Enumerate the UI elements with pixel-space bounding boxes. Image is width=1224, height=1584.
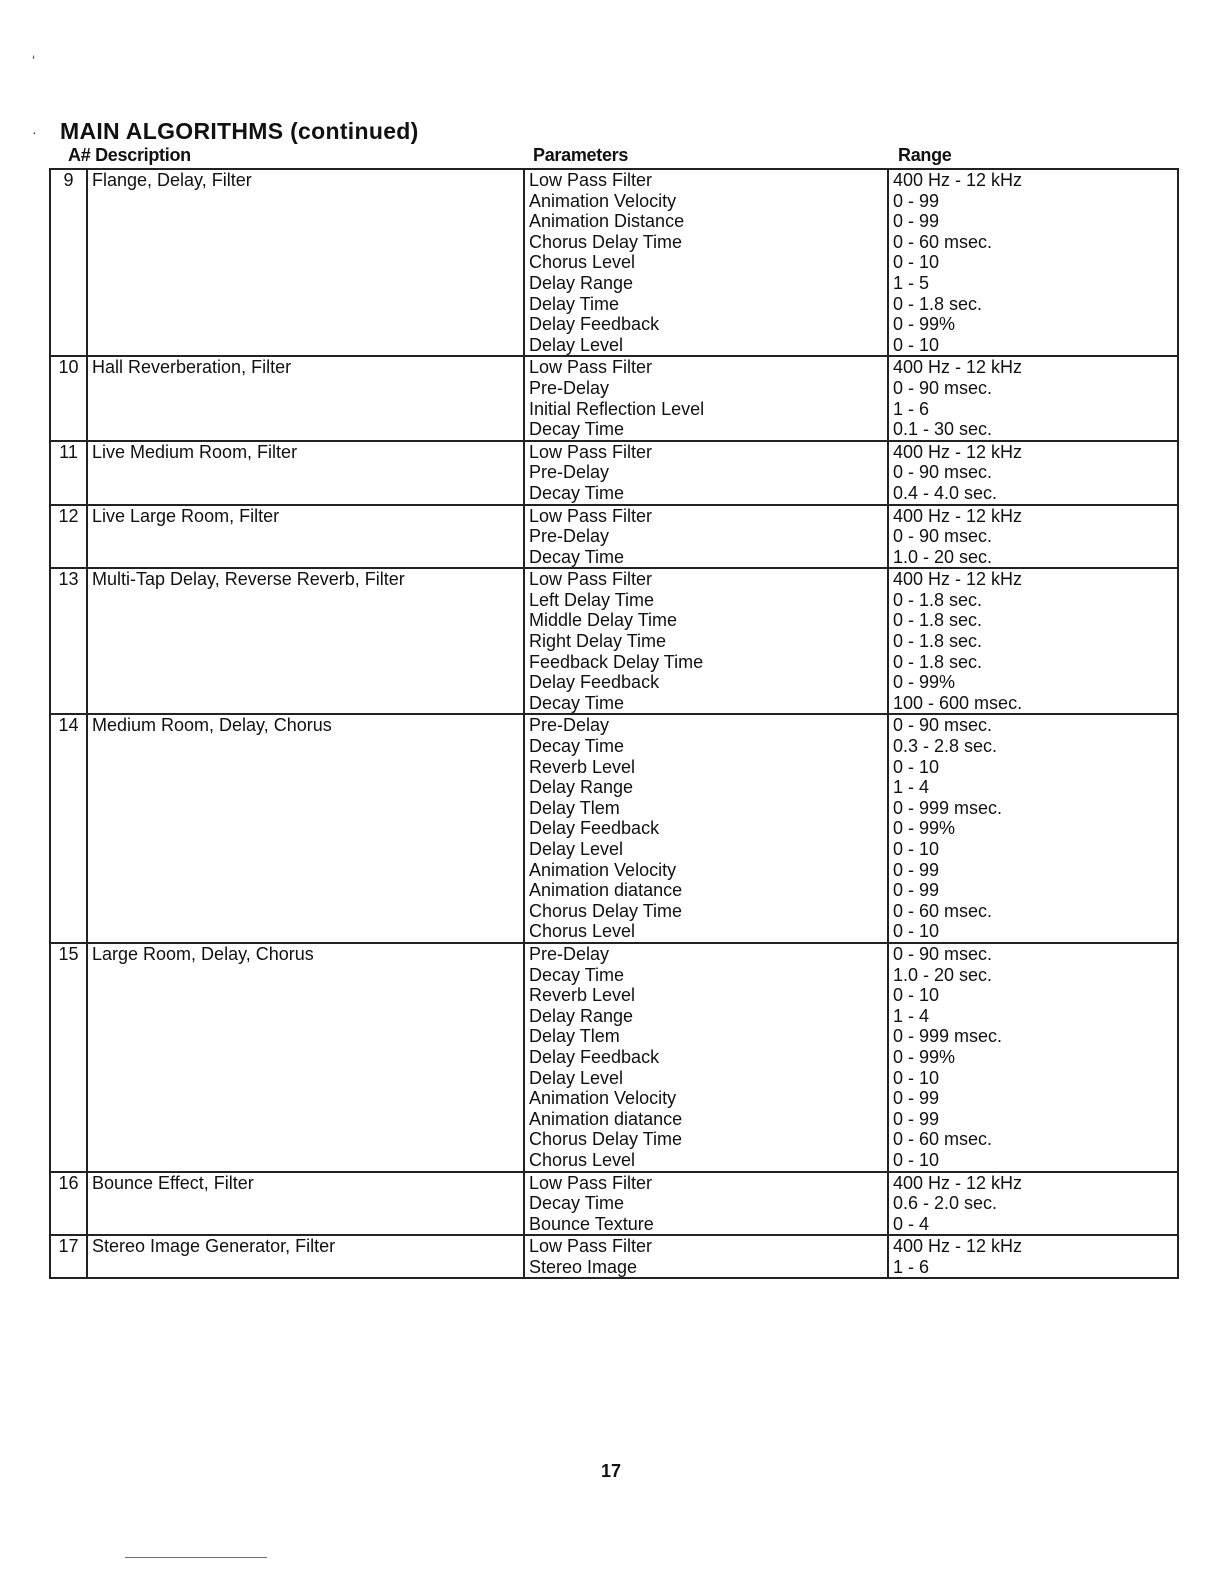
parameter-range: 1 - 6: [893, 1256, 930, 1277]
parameter-range: 0 - 99: [893, 880, 940, 901]
parameter-name: Low Pass Filter: [529, 170, 653, 190]
parameter-range: 0 - 90 msec.: [893, 377, 993, 398]
range-list: [888, 943, 1178, 1172]
parameter-list: [524, 714, 888, 943]
parameter-range: 400 Hz - 12 kHz: [893, 441, 1023, 462]
parameter-name: Low Pass Filter: [529, 505, 653, 526]
range-list: [888, 1172, 1178, 1236]
table-row: [50, 169, 1178, 356]
parameter-range: 1 - 5: [893, 272, 930, 293]
parameter-name: Middle Delay Time: [529, 610, 678, 631]
algorithm-number: 9: [50, 169, 87, 356]
table-row: [50, 1235, 1178, 1278]
parameter-name: Left Delay Time: [529, 589, 655, 610]
table-row: [50, 568, 1178, 714]
parameter-name: Delay Feedback: [529, 1046, 660, 1067]
algorithm-number: 11: [50, 441, 87, 505]
parameter-name: Stereo Image: [529, 1256, 638, 1277]
parameter-name: Animation Velocity: [529, 190, 677, 211]
parameter-range: 0 - 90 msec.: [893, 462, 993, 483]
parameter-name: Delay Level: [529, 1067, 624, 1088]
parameter-name: Delay Level: [529, 334, 624, 355]
parameter-range: 1.0 - 20 sec.: [893, 546, 993, 567]
parameter-name: Initial Reflection Level: [529, 398, 705, 419]
parameter-range: 0 - 99%: [893, 672, 956, 693]
range-list: [888, 1235, 1178, 1278]
algorithm-description: Large Room, Delay, Chorus: [87, 943, 524, 1172]
range-list: [888, 441, 1178, 505]
parameter-name: Delay Time: [529, 293, 620, 314]
parameter-name: Right Delay Time: [529, 631, 667, 652]
parameter-range: 0 - 10: [893, 1067, 940, 1088]
algorithm-description: Bounce Effect, Filter: [87, 1172, 524, 1236]
parameter-range: 0 - 99%: [893, 1046, 956, 1067]
parameter-name: Delay Feedback: [529, 818, 660, 839]
parameter-name: Delay Tlem: [529, 797, 620, 818]
parameter-range: 0 - 1.8 sec.: [893, 651, 983, 672]
parameter-name: Delay Range: [529, 777, 634, 798]
parameter-name: Chorus Level: [529, 921, 636, 942]
parameter-range: 0.3 - 2.8 sec.: [893, 736, 998, 757]
parameter-list: [524, 441, 888, 505]
page-number: 17: [601, 1461, 622, 1481]
parameter-name: Delay Feedback: [529, 672, 660, 693]
parameter-range: 0.4 - 4.0 sec.: [893, 482, 998, 503]
parameter-name: Low Pass Filter: [529, 1236, 653, 1257]
algorithm-description: Live Large Room, Filter: [87, 505, 524, 569]
parameter-name: Chorus Level: [529, 252, 636, 273]
algorithm-number: 16: [50, 1172, 87, 1236]
parameter-range: 0 - 999 msec.: [893, 797, 1003, 818]
parameter-name: Animation Velocity: [529, 1088, 677, 1109]
parameter-range: 400 Hz - 12 kHz: [893, 569, 1023, 590]
parameter-name: Bounce Texture: [529, 1213, 654, 1234]
parameter-list: [524, 169, 888, 356]
parameter-range: 0 - 99%: [893, 314, 956, 335]
page-title: MAIN ALGORITHMS (continued): [60, 118, 419, 144]
parameter-name: Delay Level: [529, 839, 624, 859]
parameter-range: 0 - 90 msec.: [893, 943, 993, 964]
parameter-range: 0 - 4: [893, 1213, 930, 1234]
scan-speck: ‘: [32, 52, 36, 68]
parameter-name: Decay Time: [529, 482, 625, 503]
range-list: [888, 356, 1178, 440]
algorithm-number: 17: [50, 1235, 87, 1278]
algorithms-table-body: [50, 169, 1178, 1278]
table-row: [50, 441, 1178, 505]
parameter-name: Delay Tlem: [529, 1026, 620, 1047]
parameter-range: 0 - 60 msec.: [893, 900, 993, 921]
parameter-range: 0 - 1.8 sec.: [893, 589, 983, 610]
table-row: [50, 714, 1178, 943]
algorithm-number: 10: [50, 356, 87, 440]
header-number-description: A# Description: [68, 145, 191, 165]
scan-speck: ·: [32, 124, 37, 140]
algorithm-description: Flange, Delay, Filter: [87, 169, 524, 356]
parameter-name: Decay Time: [529, 736, 625, 757]
parameter-range: 0 - 10: [893, 839, 940, 859]
range-list: [888, 568, 1178, 714]
parameter-range: 0 - 90 msec.: [893, 526, 993, 547]
parameter-list: [524, 1172, 888, 1236]
range-list: [888, 169, 1178, 356]
parameter-range: 1 - 4: [893, 777, 930, 798]
parameter-range: 0 - 90 msec.: [893, 715, 993, 736]
header-parameters: Parameters: [533, 145, 629, 165]
algorithm-number: 15: [50, 943, 87, 1172]
algorithm-description: Live Medium Room, Filter: [87, 441, 524, 505]
parameter-range: 100 - 600 msec.: [893, 692, 1023, 713]
parameter-name: Low Pass Filter: [529, 569, 653, 590]
parameter-name: Decay Time: [529, 546, 625, 567]
parameter-range: 400 Hz - 12 kHz: [893, 357, 1023, 378]
algorithm-description: Hall Reverberation, Filter: [87, 356, 524, 440]
parameter-range: 0 - 10: [893, 985, 940, 1006]
parameter-name: Chorus Delay Time: [529, 231, 683, 252]
algorithm-number: 13: [50, 568, 87, 714]
algorithms-table: [49, 168, 1179, 1279]
table-row: [50, 505, 1178, 569]
parameter-range: 400 Hz - 12 kHz: [893, 170, 1023, 190]
algorithm-number: 12: [50, 505, 87, 569]
parameter-range: 1 - 6: [893, 398, 930, 419]
parameter-range: 0 - 99: [893, 859, 940, 880]
parameter-range: 0 - 999 msec.: [893, 1026, 1003, 1047]
parameter-name: Decay Time: [529, 692, 625, 713]
parameter-range: 0 - 99: [893, 190, 940, 211]
parameter-range: 0 - 1.8 sec.: [893, 631, 983, 652]
parameter-range: 0 - 10: [893, 334, 940, 355]
parameter-name: Animation diatance: [529, 880, 683, 901]
range-list: [888, 505, 1178, 569]
parameter-name: Delay Feedback: [529, 314, 660, 335]
parameter-range: 0 - 99%: [893, 818, 956, 839]
parameter-name: Feedback Delay Time: [529, 651, 704, 672]
parameter-range: 0 - 99: [893, 1088, 940, 1109]
algorithm-description: Medium Room, Delay, Chorus: [87, 714, 524, 943]
parameter-list: [524, 505, 888, 569]
range-list: [888, 714, 1178, 943]
table-row: [50, 356, 1178, 440]
parameter-name: Low Pass Filter: [529, 357, 653, 378]
parameter-name: Pre-Delay: [529, 462, 610, 483]
algorithm-number: 14: [50, 714, 87, 943]
header-range: Range: [898, 145, 952, 165]
parameter-name: Chorus Delay Time: [529, 900, 683, 921]
parameter-name: Decay Time: [529, 419, 625, 440]
parameter-list: [524, 943, 888, 1172]
parameter-range: 0 - 10: [893, 921, 940, 942]
parameter-list: [524, 356, 888, 440]
parameter-name: Animation diatance: [529, 1108, 683, 1129]
parameter-name: Pre-Delay: [529, 715, 610, 736]
parameter-range: 0 - 1.8 sec.: [893, 293, 983, 314]
parameter-range: 0 - 60 msec.: [893, 231, 993, 252]
parameter-list: [524, 1235, 888, 1278]
parameter-range: 400 Hz - 12 kHz: [893, 1172, 1023, 1193]
parameter-name: Low Pass Filter: [529, 1172, 653, 1193]
parameter-name: Pre-Delay: [529, 377, 610, 398]
parameter-range: 0 - 10: [893, 756, 940, 777]
parameter-name: Chorus Delay Time: [529, 1129, 683, 1150]
parameter-range: 400 Hz - 12 kHz: [893, 505, 1023, 526]
parameter-name: Decay Time: [529, 1193, 625, 1214]
table-row: [50, 1172, 1178, 1236]
parameter-range: 0.1 - 30 sec.: [893, 419, 993, 440]
parameter-range: 400 Hz - 12 kHz: [893, 1236, 1023, 1257]
parameter-name: Reverb Level: [529, 756, 636, 777]
parameter-range: 0 - 60 msec.: [893, 1129, 993, 1150]
parameter-name: Low Pass Filter: [529, 441, 653, 462]
parameter-range: 0 - 1.8 sec.: [893, 610, 983, 631]
parameter-range: 0 - 99: [893, 1108, 940, 1129]
parameter-range: 1 - 4: [893, 1005, 930, 1026]
parameter-name: Pre-Delay: [529, 526, 610, 547]
parameter-range: 0 - 10: [893, 1149, 940, 1170]
parameter-name: Decay Time: [529, 964, 625, 985]
table-row: [50, 943, 1178, 1172]
parameter-name: Delay Range: [529, 1005, 634, 1026]
algorithm-description: Stereo Image Generator, Filter: [87, 1235, 524, 1278]
parameter-list: [524, 568, 888, 714]
parameter-name: Reverb Level: [529, 985, 636, 1006]
parameter-name: Animation Distance: [529, 211, 685, 232]
algorithm-description: Multi-Tap Delay, Reverse Reverb, Filter: [87, 568, 524, 714]
parameter-name: Pre-Delay: [529, 943, 610, 964]
parameter-range: 1.0 - 20 sec.: [893, 964, 993, 985]
parameter-name: Chorus Level: [529, 1149, 636, 1170]
parameter-range: 0.6 - 2.0 sec.: [893, 1193, 998, 1214]
footer-rule: [125, 1557, 267, 1558]
parameter-range: 0 - 99: [893, 211, 940, 232]
parameter-range: 0 - 10: [893, 252, 940, 273]
parameter-name: Animation Velocity: [529, 859, 677, 880]
parameter-name: Delay Range: [529, 272, 634, 293]
